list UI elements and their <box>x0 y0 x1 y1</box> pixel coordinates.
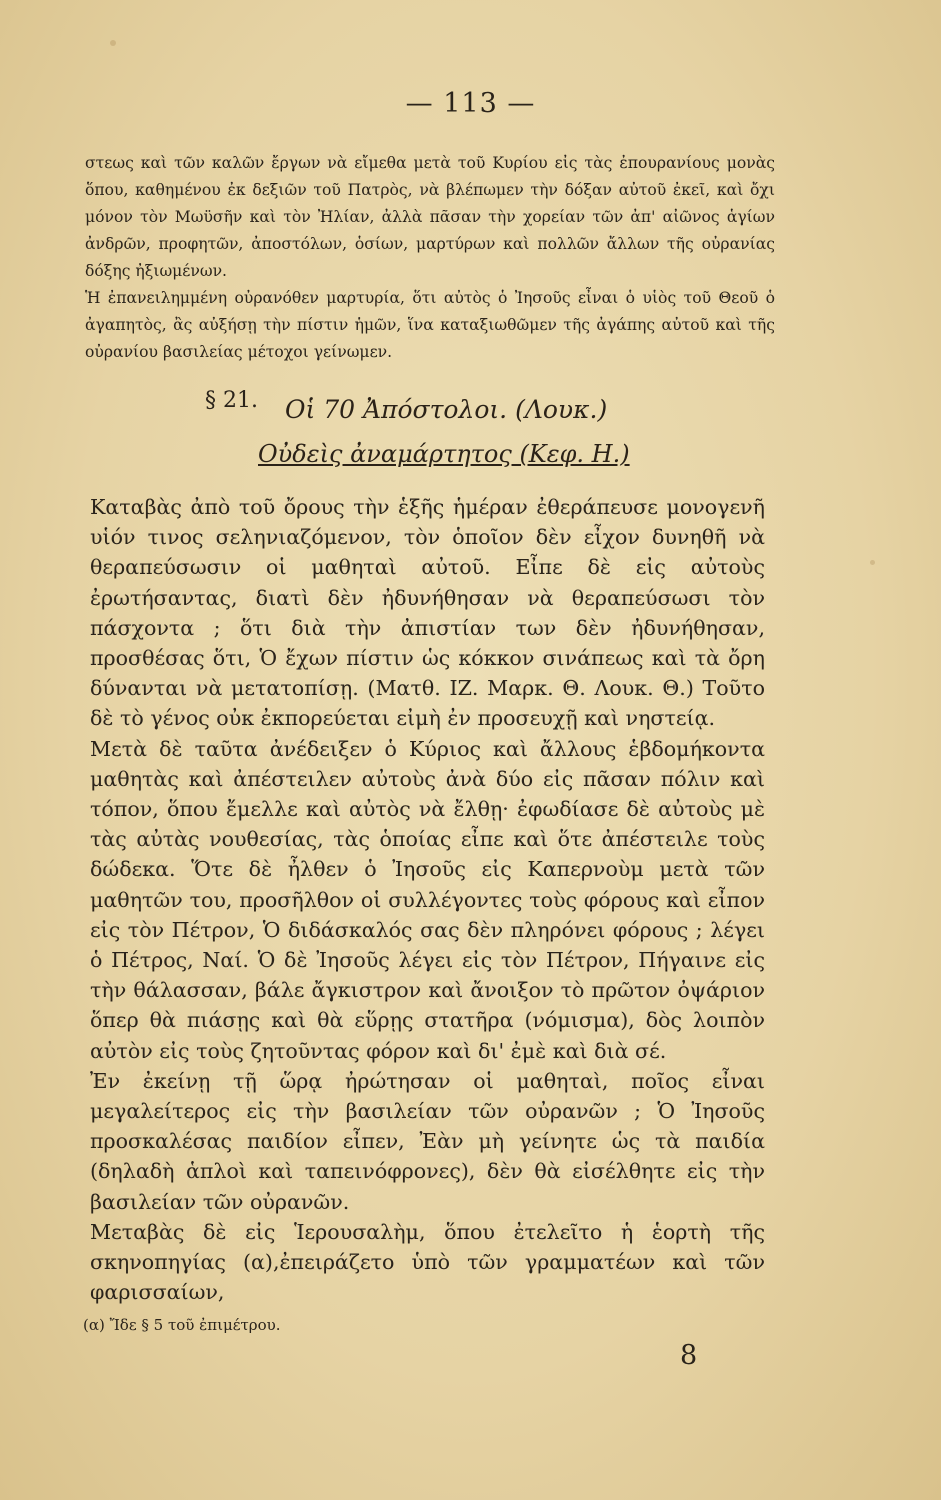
footnote: (α) Ἴδε § 5 τοῦ ἐπιμέτρου. <box>83 1316 281 1334</box>
main-paragraph: Μεταβὰς δὲ εἰς Ἱερουσαλὴμ, ὅπου ἐτελεῖτο ἡ ἑορτὴ τῆς σκηνοπηγίας (α),ἐπειράζετο ὑπὸ τῶν γραμματέων καὶ τῶν φαρισσαίων, <box>90 1219 765 1305</box>
intro-text <box>85 150 775 366</box>
signature-mark: 8 <box>680 1340 698 1371</box>
stain-spot <box>870 560 875 565</box>
handwritten-heading: Οἱ 70 Ἀπόστολοι. (Λουκ.) <box>285 395 608 424</box>
section-number: § 21. <box>205 388 258 413</box>
main-paragraph: Ἐν ἐκείνῃ τῇ ὥρᾳ ἠρώτησαν οἱ μαθηταὶ, ποῖος εἶναι μεγαλείτερος εἰς τὴν βασιλείαν τῶν οὐρανῶν ; Ὁ Ἰησοῦς προσκαλέσας παιδίον εἶπεν, Ἐὰν μὴ γείνητε ὡς τὰ παιδία (δηλαδὴ ἁπλοὶ καὶ ταπεινόφρονες), δὲν θὰ εἰσέλθητε εἰς τὴν βασιλείαν τῶν οὐρανῶν. <box>90 1068 765 1214</box>
stain-spot <box>110 40 116 46</box>
main-paragraph: Καταβὰς ἀπὸ τοῦ ὄρους τὴν ἑξῆς ἡμέραν ἐθεράπευσε μονογενῆ υἱόν τινος σεληνιαζόμενον, τὸν ὁποῖον δὲν εἶχον δυνηθῆ νὰ θεραπεύσωσιν οἱ μαθηταὶ αὐτοῦ. Εἶπε δὲ εἰς αὐτοὺς ἐρωτήσαντας, διατὶ δὲν ἠδυνήθησαν νὰ θεραπεύσωσι τὸν πάσχοντα ; ὅτι διὰ τὴν ἀπιστίαν των δὲν ἠδυνήθησαν, προσθέσας ὅτι, Ὁ ἔχων πίστιν ὡς κόκκον σινάπεως καὶ τὰ ὄρη δύνανται νὰ μετατοπίσῃ. (Ματθ. ΙΖ. Μαρκ. Θ. Λουκ. Θ.) Τοῦτο δὲ τὸ γένος οὐκ ἐκπορεύεται εἰμὴ ἐν προσευχῇ καὶ νηστείᾳ. <box>90 495 765 731</box>
intro-paragraph: στεως καὶ τῶν καλῶν ἔργων νὰ εἴμεθα μετὰ τοῦ Κυρίου εἰς τὰς ἐπουρανίους μονὰς ὅπου, καθημένου ἐκ δεξιῶν τοῦ Πατρὸς, νὰ βλέπωμεν τὴν δόξαν αὐτοῦ ἐκεῖ, καὶ ὄχι μόνον τὸν Μωϋσῆν καὶ τὸν Ἠλίαν, ἀλλὰ πᾶσαν τὴν χορείαν τῶν ἀπ' αἰῶνος ἁγίων ἀνδρῶν, προφητῶν, ἀποστόλων, ὁσίων, μαρτύρων καὶ πολλῶν ἄλλων τῆς οὐρανίας δόξης ἠξιωμένων. <box>85 154 775 280</box>
intro-paragraph: Ἡ ἐπανειλημμένη οὐρανόθεν μαρτυρία, ὅτι αὐτὸς ὁ Ἰησοῦς εἶναι ὁ υἱὸς τοῦ Θεοῦ ὁ ἀγαπητὸς, ἂς αὐξήσῃ τὴν πίστιν ἡμῶν, ἵνα καταξιωθῶμεν τῆς ἀγάπης αὐτοῦ καὶ τῆς οὐρανίου βασιλείας μέτοχοι γείνωμεν. <box>85 289 775 361</box>
main-paragraph: Μετὰ δὲ ταῦτα ἀνέδειξεν ὁ Κύριος καὶ ἄλλους ἑβδομήκοντα μαθητὰς καὶ ἀπέστειλεν αὐτοὺς ἀνὰ δύο εἰς πᾶσαν πόλιν καὶ τόπον, ὅπου ἔμελλε καὶ αὐτὸς νὰ ἔλθῃ· ἐφωδίασε δὲ αὐτοὺς μὲ τὰς αὐτὰς νουθεσίας, τὰς ὁποίας εἶπε καὶ ὅτε ἀπέστειλε τοὺς δώδεκα. Ὅτε δὲ ἦλθεν ὁ Ἰησοῦς εἰς Καπερνοὺμ μετὰ τῶν μαθητῶν του, προσῆλθον οἱ συλλέγοντες τοὺς φόρους καὶ εἶπον εἰς τὸν Πέτρον, Ὁ διδάσκαλός σας δὲν πληρόνει φόρους ; λέγει ὁ Πέτρος, Ναί. Ὁ δὲ Ἰησοῦς λέγει εἰς τὸν Πέτρον, Πήγαινε εἰς τὴν θάλασσαν, βάλε ἄγκιστρον καὶ ἄνοιξον τὸ πρῶτον ὀψάριον ὅπερ θὰ πιάσῃς καὶ θὰ εὕρῃς στατῆρα (νόμισμα), δὸς λοιπὸν αὐτὸν εἰς τοὺς ζητοῦντας φόρον καὶ δι' ἐμὲ καὶ διὰ σέ. <box>90 736 765 1063</box>
handwritten-subheading: Οὐδεὶς ἀναμάρτητος (Κεφ. Η.) <box>258 440 630 468</box>
page-number-header: — 113 — <box>405 88 536 119</box>
main-text <box>90 492 765 1307</box>
